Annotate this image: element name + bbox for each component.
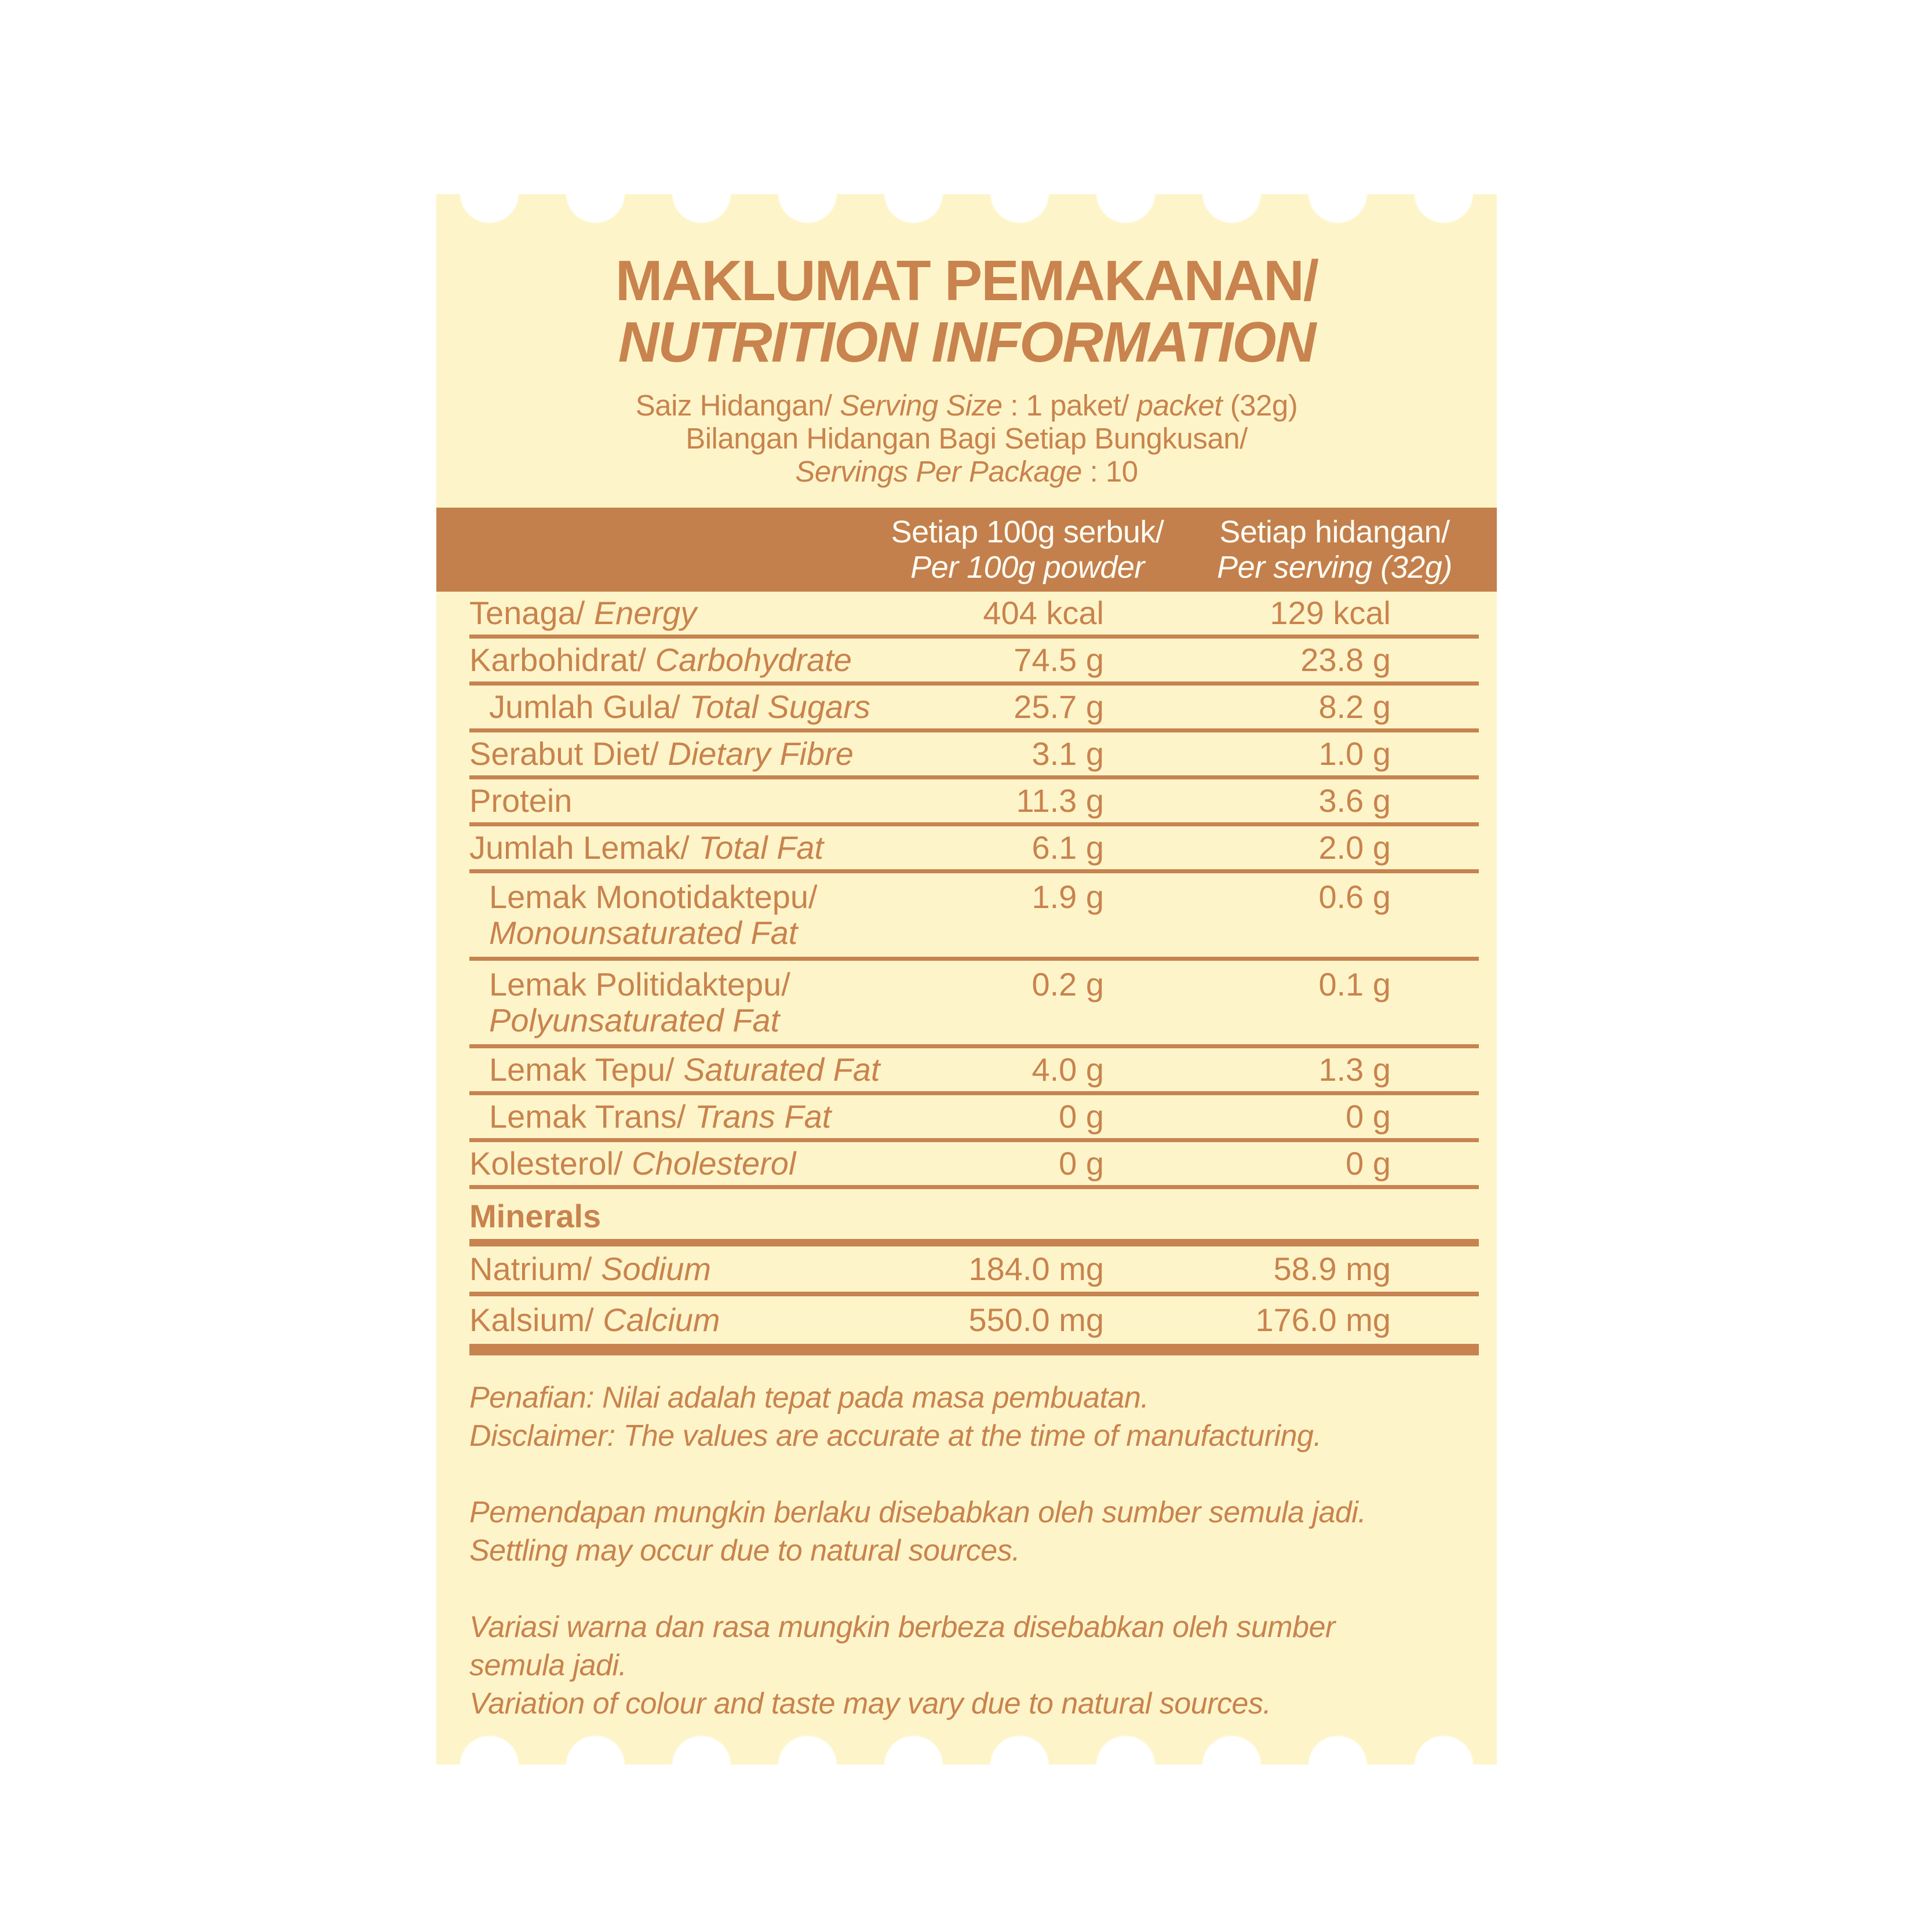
nutrition-table bbox=[469, 592, 1479, 1355]
table-row-monounsaturated-fat: Lemak Monotidaktepu/ Monounsaturated Fat 1.9 g 0.6 g bbox=[469, 873, 1479, 961]
table-row-total-sugars: Jumlah Gula/ Total Sugars 25.7 g 8.2 g bbox=[469, 686, 1479, 732]
nutrition-label-panel bbox=[436, 194, 1497, 1765]
table-row-trans-fat: Lemak Trans/ Trans Fat 0 g 0 g bbox=[469, 1095, 1479, 1142]
disclaimer-settling: Pemendapan mungkin berlaku disebabkan oleh sumber semula jadi. Settling may occur due to natural sources. bbox=[469, 1496, 1366, 1568]
table-row-energy: Tenaga/ Energy 404 kcal 129 kcal bbox=[469, 592, 1479, 639]
table-row-sodium: Natrium/ Sodium 184.0 mg 58.9 mg bbox=[469, 1246, 1479, 1296]
column-header-band bbox=[436, 508, 1497, 592]
column-header-per-100g: Setiap 100g serbuk/ Per 100g powder bbox=[891, 514, 1164, 585]
table-row-calcium: Kalsium/ Calcium 550.0 mg 176.0 mg bbox=[469, 1296, 1479, 1355]
servings-per-package-english: Servings Per Package : 10 bbox=[795, 455, 1138, 488]
disclaimer-block bbox=[469, 1379, 1479, 1723]
disclaimer-accuracy: Penafian: Nilai adalah tepat pada masa pembuatan. Disclaimer: The values are accurate at the time of manufacturing. bbox=[469, 1381, 1322, 1453]
serving-size-line: Saiz Hidangan/ Serving Size : 1 paket/ packet (32g) bbox=[635, 389, 1298, 422]
table-row-dietary-fibre: Serabut Diet/ Dietary Fibre 3.1 g 1.0 g bbox=[469, 732, 1479, 779]
table-row-saturated-fat: Lemak Tepu/ Saturated Fat 4.0 g 1.3 g bbox=[469, 1048, 1479, 1095]
page-title bbox=[436, 194, 1497, 373]
table-row-total-fat: Jumlah Lemak/ Total Fat 6.1 g 2.0 g bbox=[469, 826, 1479, 873]
table-row-carbohydrate: Karbohidrat/ Carbohydrate 74.5 g 23.8 g bbox=[469, 639, 1479, 686]
table-row-cholesterol: Kolesterol/ Cholesterol 0 g 0 g bbox=[469, 1142, 1479, 1189]
scallop-edge-bottom bbox=[436, 1733, 1497, 1765]
column-header-per-serving: Setiap hidangan/ Per serving (32g) bbox=[1217, 514, 1452, 585]
title-english: NUTRITION INFORMATION bbox=[618, 310, 1315, 374]
disclaimer-variation: Variasi warna dan rasa mungkin berbeza disebabkan oleh sumber semula jadi. Variation of colour and taste may vary due to natural sources. bbox=[469, 1610, 1335, 1720]
title-malay: MAKLUMAT PEMAKANAN/ bbox=[615, 249, 1318, 312]
serving-info bbox=[436, 389, 1497, 488]
minerals-section-header: Minerals bbox=[469, 1189, 1479, 1246]
table-row-polyunsaturated-fat: Lemak Politidaktepu/ Polyunsaturated Fat 0.2 g 0.1 g bbox=[469, 961, 1479, 1048]
table-row-protein: Protein 11.3 g 3.6 g bbox=[469, 779, 1479, 826]
servings-per-package-malay: Bilangan Hidangan Bagi Setiap Bungkusan/ bbox=[686, 422, 1248, 455]
